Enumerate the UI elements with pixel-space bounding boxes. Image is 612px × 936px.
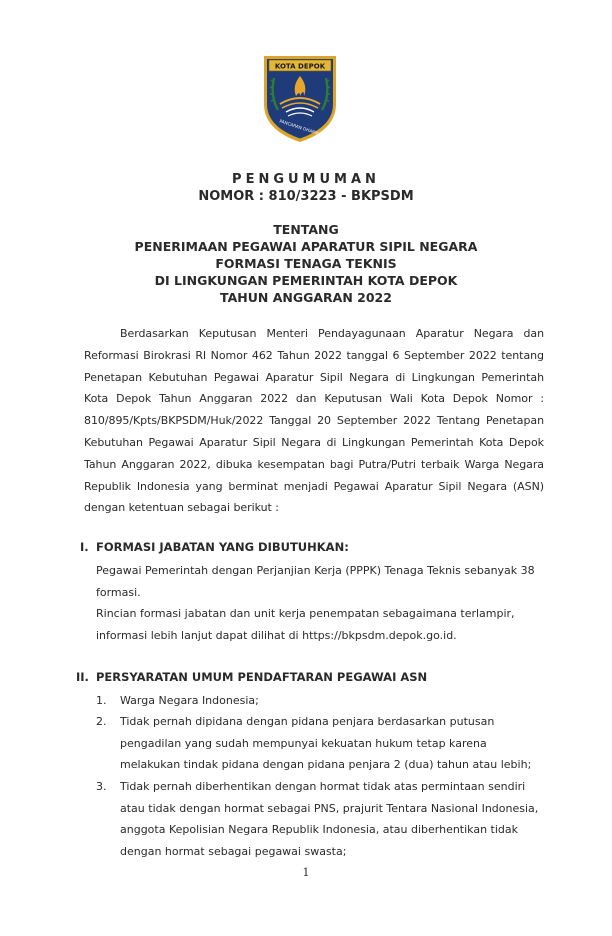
list-item-text: Warga Negara Indonesia;	[120, 694, 259, 707]
list-item-text: Tidak pernah dipidana dengan pidana penjara berdasarkan putusan pengadilan yang sudah mempunyai kekuatan hukum tetap karena melakukan tindak pidana dengan pidana penjara 2 (dua) tahun atau lebih;	[120, 715, 532, 771]
title-line: DI LINGKUNGAN PEMERINTAH KOTA DEPOK	[154, 273, 458, 288]
intro-paragraph: Berdasarkan Keputusan Menteri Pendayagunaan Aparatur Negara dan Reformasi Birokrasi RI Nomor 462 Tahun 2022 tanggal 6 September 2022 tentang Penetapan Kebutuhan Pegawai Aparatur Sipil Negara di Lingkungan Pemerintah Kota Depok Tahun Anggaran 2022 dan Keputusan Wali Kota Depok Nomor : 810/895/Kpts/BKPSDM/Huk/2022 Tanggal 20 September 2022 Tentang Penetapan Kebutuhan Pegawai Aparatur Sipil Negara di Lingkungan Pemerintah Kota Depok Tahun Anggaran 2022, dibuka kesempatan bagi Putra/Putri terbaik Warga Negara Republik Indonesia yang berminat menjadi Pegawai Aparatur Sipil Negara (ASN) dengan ketentuan sebagai berikut :	[84, 327, 544, 515]
section-paragraph: Pegawai Pemerintah dengan Perjanjian Kerja (PPPK) Tenaga Teknis sebanyak 38 formasi.	[96, 564, 535, 599]
section-paragraph: Rincian formasi jabatan dan unit kerja penempatan sebagaimana terlampir, informasi lebih lanjut dapat dilihat di https://bkpsdm.depok.go.id.	[96, 607, 515, 642]
page-number: 1	[302, 866, 310, 879]
title-line: FORMASI TENAGA TEKNIS	[215, 256, 397, 271]
list-item-number: 2.	[96, 715, 107, 728]
announcement-number: NOMOR : 810/3223 - BKPSDM	[198, 189, 414, 204]
kota-depok-emblem	[260, 52, 340, 144]
list-item-text: Tidak pernah diberhentikan dengan hormat tidak atas permintaan sendiri atau tidak dengan hormat sebagai PNS, prajurit Tentara Nasional Indonesia, anggota Kepolisian Negara Republik Indonesia, atau diberhentikan tidak dengan hormat sebagai pegawai swasta;	[120, 780, 539, 858]
title-line: PENERIMAAN PEGAWAI APARATUR SIPIL NEGARA	[134, 239, 478, 254]
section-number: I.	[80, 540, 89, 554]
section-title: PERSYARATAN UMUM PENDAFTARAN PEGAWAI ASN	[96, 670, 428, 684]
section-title: FORMASI JABATAN YANG DIBUTUHKAN:	[96, 540, 349, 554]
list-item-number: 1.	[96, 694, 107, 707]
title-line: TAHUN ANGGARAN 2022	[220, 290, 392, 305]
emblem-motto: PANCARAN DHARMA	[278, 119, 322, 138]
emblem-text: KOTA DEPOK	[274, 62, 326, 71]
announcement-heading: PENGUMUMAN	[232, 172, 380, 187]
list-item-number: 3.	[96, 780, 107, 793]
section-number: II.	[76, 670, 89, 684]
title-line: TENTANG	[273, 222, 339, 237]
